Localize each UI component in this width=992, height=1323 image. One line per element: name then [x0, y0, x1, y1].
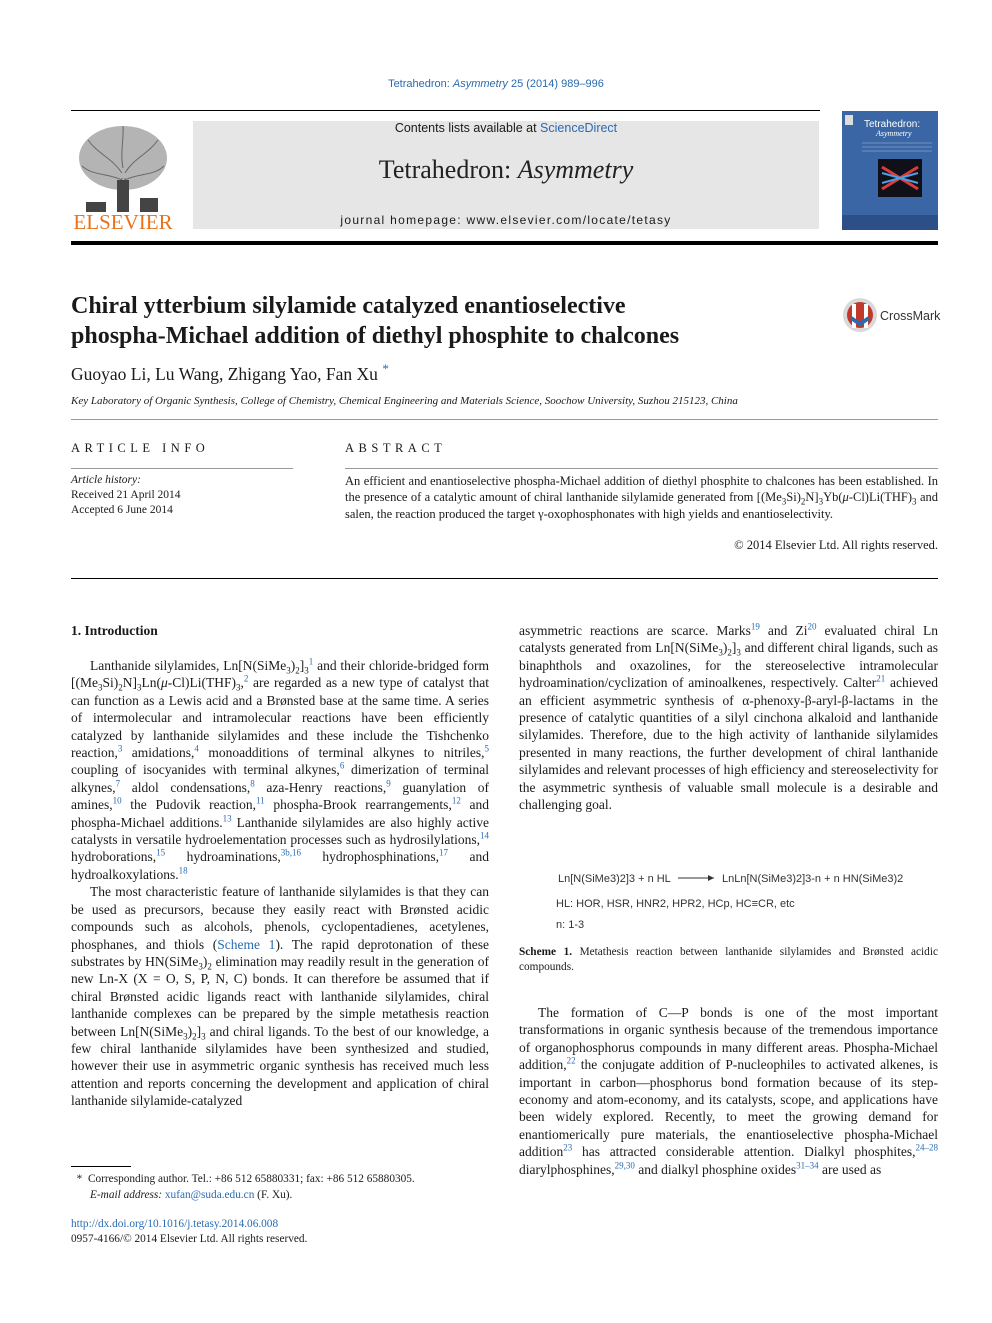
elsevier-logo [68, 118, 178, 234]
scheme-product: LnLn[N(SiMe3)2]3-n + n HN(SiMe3)2 [722, 873, 904, 885]
email-suffix: (F. Xu). [254, 1189, 293, 1201]
intro-paragraph-3: The formation of C—P bonds is one of the most important transformations in organic synthesis because of the tremendous importance of organophosphorus compounds in many different areas. Phospha-Michael addition,$^{22}$ the conjugate addition of P-nucleophiles to activated alkenes, is important in carbon—phosphorus bond formation because of its step-economy and atom-economy, and its catalysts, scope, and applications have been widely explored. Recently, to meet the growing demand for enantiomerically pure materials, the enantioselective phospha-Michael addition$^{23}$ has attracted considerable attention. Dialkyl phosphites,$^{24-28}$ diarylphosphines,$^{29,30}$ and dialkyl phosphine oxides$^{31-34}$ are used as [519, 1005, 938, 1177]
history-label: Article history: [71, 474, 141, 486]
scheme-reactant: Ln[N(SiMe3)2]3 + n HL [558, 873, 671, 885]
elsevier-wordmark: ELSEVIER [73, 210, 173, 234]
received-date: Received 21 April 2014 [71, 489, 181, 501]
scheme-1-caption [519, 945, 938, 974]
title-line-1: Chiral ytterbium silylamide catalyzed enantioselective [71, 293, 626, 319]
scheme-1 [556, 868, 938, 941]
corresponding-author-mark[interactable]: * [382, 361, 389, 377]
intro-paragraph-2-cont: asymmetric reactions are scarce. Marks$^{19}$ and Zi$^{20}$ evaluated chiral Ln catalysts generated from $Ln[N(SiMe_3)_2]_3$ and different chiral ligands, such as binaphthols and oxazolines, for the stereoselective intramolecular hydroamination/cyclization of aminoalkenes, respectively. Calter$^{21}$ achieved an efficient asymmetric synthesis of α-phenoxy-β-aryl-β-lactams in the presence of catalytic quantities of a silyl cinchona alkaloid and lanthanide silylamides. Therefore, due to the high activity of lanthanide silylamides presented in many reactions, the further development of chiral lanthanide silylamides and relevant processes of high efficiency and stereoselectivity for the asymmetric synthesis of valuable small molecule is a desirable and challenging goal. [519, 621, 938, 813]
contents-prefix: Contents lists available at [394, 121, 541, 135]
intro-paragraph-1: Lanthanide silylamides, $Ln[N(SiMe_3)_2]_3^1$ and their chloride-bridged form $[(Me_3Si)_2N]_3Ln(\mu-Cl)Li(THF)_3,^2$ are regarded as a new type of catalyst that can function as a Lewis acid and a Brønsted base at the same time. A series of intermolecular and intramolecular reactions have been efficiently catalyzed by lanthanide silylamides and these include the Tishchenko reaction,$^3$ amidations,$^4$ monoadditions of terminal alkynes to nitriles,$^5$ coupling of isocyanides with terminal alkynes,$^6$ dimerization of terminal alkynes,$^7$ aldol condensations,$^8$ aza-Henry reactions,$^9$ guanylation of amines,$^{10}$ the Pudovik reaction,$^{11}$ phospha-Brook rearrangements,$^{12}$ and phospha-Michael additions.$^{13}$ Lanthanide silylamides are also highly active catalysts in versatile hydroelementation processes such as hydrosilylations,$^{14}$ hydroborations,$^{15}$ hydroaminations,$^{3b,16}$ hydrophosphinations,$^{17}$ and hydroalkoxylations.$^{18}$ [71, 656, 490, 882]
crossmark-label: CrossMark [880, 309, 941, 323]
abstract-heading: ABSTRACT [345, 441, 447, 455]
reaction-arrow-icon [708, 875, 714, 881]
scheme-hl-list: HL: HOR, HSR, HNR2, HPR2, HCp, HC≡CR, etc [556, 898, 795, 910]
scheme-caption-text: Metathesis reaction between lanthanide silylamides and Brønsted acidic compounds. [519, 946, 938, 973]
header-rule [71, 110, 820, 111]
abstract-copyright: © 2014 Elsevier Ltd. All rights reserved. [734, 538, 938, 552]
contents-line [193, 121, 819, 135]
elsevier-tree-icon [68, 118, 178, 234]
article-title [71, 291, 831, 351]
affiliation: Key Laboratory of Organic Synthesis, College of Chemistry, Chemical Engineering and Materials Science, Soochow University, Suzhou 215123, China [71, 395, 738, 407]
homepage-label: journal homepage: [340, 213, 467, 227]
introduction-heading: 1. Introduction [71, 623, 158, 638]
footnote-rule [71, 1166, 131, 1167]
journal-homepage [193, 213, 819, 227]
title-line-2: phospha-Michael addition of diethyl phosphite to chalcones [71, 323, 680, 349]
abstract-rule [345, 468, 938, 469]
journal-name-italic: Asymmetry [517, 155, 634, 184]
body-right-column-top [519, 622, 938, 813]
scheme-1-reaction [556, 868, 938, 938]
crossmark-badge[interactable] [842, 296, 942, 334]
journal-name-plain: Tetrahedron: [378, 155, 518, 184]
journal-name [193, 155, 819, 185]
author-email-link[interactable]: xufan@suda.edu.cn [164, 1189, 255, 1201]
body-right-column-bottom [519, 1004, 938, 1178]
cover-title: Tetrahedron: [864, 119, 921, 130]
header-thick-rule [71, 241, 938, 245]
doi-link[interactable]: http://dx.doi.org/10.1016/j.tetasy.2014.06.008 [71, 1218, 279, 1230]
article-info-heading: ARTICLE INFO [71, 441, 210, 455]
article-history [71, 473, 181, 518]
footnote-contact: Corresponding author. Tel.: +86 512 65880331; fax: +86 512 65880305. [87, 1173, 415, 1185]
journal-citation[interactable] [0, 78, 992, 90]
homepage-url[interactable]: www.elsevier.com/locate/tetasy [466, 213, 672, 227]
article-info-rule [71, 468, 293, 469]
affiliation-rule [71, 419, 938, 420]
scheme-caption-label: Scheme 1. [519, 946, 573, 958]
citation-journal-italic: Asymmetry [452, 78, 508, 90]
cover-title-italic: Asymmetry [876, 129, 912, 138]
issn-copyright: 0957-4166/© 2014 Elsevier Ltd. All rights reserved. [71, 1233, 308, 1245]
abstract-end-rule [71, 578, 938, 579]
cover-art-icon [842, 111, 938, 230]
body-left-column [71, 657, 489, 1110]
scheme-n-range: n: 1-3 [556, 919, 585, 931]
doi-block [71, 1217, 307, 1247]
crossmark-icon [842, 296, 942, 334]
abstract-body: An efficient and enantioselective phospha-Michael addition of diethyl phosphite to chalcones has been established. In the presence of a catalytic amount of chiral lanthanide silylamide generated from $[(Me_3Si)_2N]_3Yb(\mu-Cl)Li(THF)_3$ and salen, the reaction produced the target γ-oxophosphonates with high yields and enantioselectivity. [345, 474, 938, 521]
accepted-date: Accepted 6 June 2014 [71, 504, 173, 516]
intro-paragraph-2: The most characteristic feature of lanthanide silylamides is that they can be used as precursors, because they easily react with Brønsted acidic compounds such as alcohols, phenols, cyclopentadienes, acetylenes, phosphanes, and thiols (Scheme 1). The rapid deprotonation of these substrates by $HN(SiMe_3)_2$ elimination may readily result in the generation of new Ln-X (X = O, S, P, N, C) bonds. It can therefore be assumed that if chiral Brønsted acidic ligands react with lanthanide silylamides, chiral lanthanide complexes can be prepared by the simple metathesis reaction between $Ln[N(SiMe_3)_2]_3$ and chiral ligands. To the best of our knowledge, a few chiral lanthanide silylamides have been synthesized and studied, however their use in asymmetric organic synthesis has received much less attention and reports concerning the development and application of chiral lanthanide silylamide-catalyzed [71, 884, 489, 1109]
sciencedirect-link[interactable]: ScienceDirect [540, 121, 618, 135]
author-list [71, 361, 389, 385]
email-label: E-mail address: [90, 1189, 165, 1201]
journal-cover-image [842, 111, 938, 230]
authors-text: Guoyao Li, Lu Wang, Zhigang Yao, Fan Xu [71, 364, 378, 384]
citation-volume: 25 (2014) 989–996 [507, 78, 604, 90]
footnote-mark: * [76, 1173, 83, 1185]
corresponding-author-footnote [71, 1171, 491, 1203]
citation-journal: Tetrahedron: [388, 78, 453, 90]
